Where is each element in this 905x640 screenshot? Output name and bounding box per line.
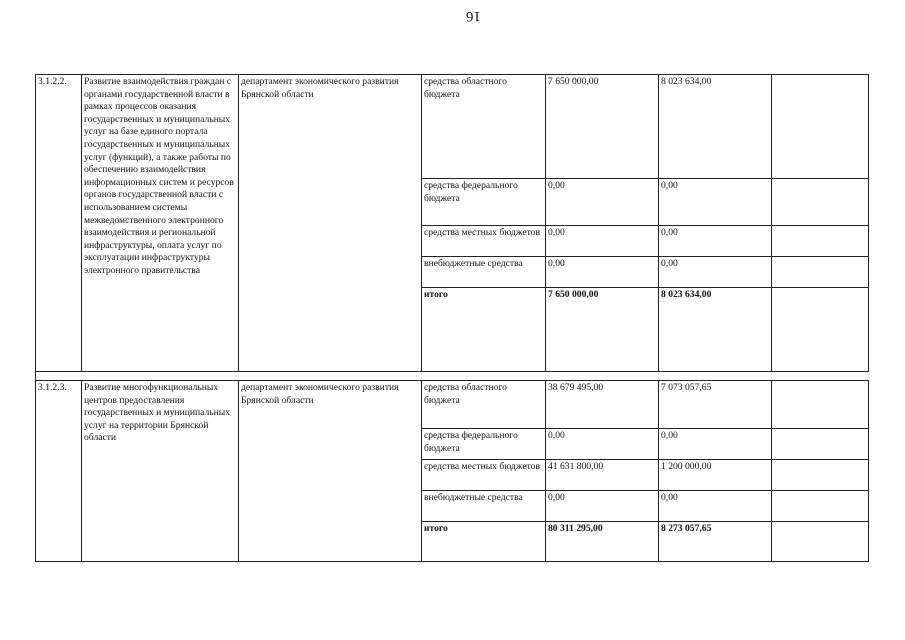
amount-cell: 7 073 057,65 [659, 381, 772, 429]
page-number: 16 [466, 8, 481, 24]
amount-cell: 0,00 [659, 257, 772, 288]
amount-cell: 0,00 [546, 257, 659, 288]
amount-cell: 8 023 634,00 [659, 75, 772, 179]
amount-cell: 0,00 [659, 429, 772, 460]
amount-cell: 0,00 [546, 179, 659, 226]
amount-cell [772, 381, 869, 429]
section-name: Развитие многофункциональных центров предоставления государственных и муниципальных услуг на территории Брянской области [82, 381, 239, 562]
funding-source: средства местных бюджетов [422, 226, 546, 257]
section-code: 3.1.2.3. [36, 381, 82, 562]
amount-cell [772, 460, 869, 491]
amount-cell: 38 679 495,00 [546, 381, 659, 429]
amount-cell: 1 200 000,00 [659, 460, 772, 491]
table-row [36, 381, 869, 429]
total-amount: 8 023 634,00 [659, 288, 772, 372]
funding-source: средства областного бюджета [422, 381, 546, 429]
amount-cell [772, 75, 869, 179]
amount-cell: 41 631 800,00 [546, 460, 659, 491]
funding-source: средства федерального бюджета [422, 179, 546, 226]
total-label: итого [422, 522, 546, 562]
section-code: 3.1.2.2. [36, 75, 82, 372]
section-separator [36, 372, 869, 381]
amount-cell [772, 429, 869, 460]
total-amount: 80 311 295,00 [546, 522, 659, 562]
amount-cell: 7 650 000,00 [546, 75, 659, 179]
funding-source: средства областного бюджета [422, 75, 546, 179]
amount-cell: 0,00 [659, 226, 772, 257]
funding-source: внебюджетные средства [422, 257, 546, 288]
section-name: Развитие взаимодействия граждан с органами государственной власти в рамках процессов оказания государственных и муниципальных услуг на базе единого портала государственных и муниципальных услуг (функций), а также работы по обеспечению взаимодействия информационных систем и ресурсов органов государственной власти с использованием системы межведомственного электронного взаимодействия и региональной инфраструктуры, оплата услуг по эксплуатации инфраструктуры электронного правительства [82, 75, 239, 372]
funding-source: средства местных бюджетов [422, 460, 546, 491]
table-row [36, 75, 869, 179]
amount-cell [772, 179, 869, 226]
amount-cell: 0,00 [659, 491, 772, 522]
total-label: итого [422, 288, 546, 372]
amount-cell: 0,00 [659, 179, 772, 226]
funding-source: внебюджетные средства [422, 491, 546, 522]
total-amount: 7 650 000,00 [546, 288, 659, 372]
amount-cell [772, 257, 869, 288]
section-executor: департамент экономического развития Брянской области [239, 381, 422, 562]
total-amount: 8 273 057,65 [659, 522, 772, 562]
amount-cell: 0,00 [546, 491, 659, 522]
amount-cell [772, 226, 869, 257]
section-executor: департамент экономического развития Брянской области [239, 75, 422, 372]
amount-cell: 0,00 [546, 429, 659, 460]
budget-table [35, 74, 869, 562]
funding-source: средства федерального бюджета [422, 429, 546, 460]
amount-cell [772, 288, 869, 372]
amount-cell [772, 491, 869, 522]
amount-cell: 0,00 [546, 226, 659, 257]
amount-cell [772, 522, 869, 562]
